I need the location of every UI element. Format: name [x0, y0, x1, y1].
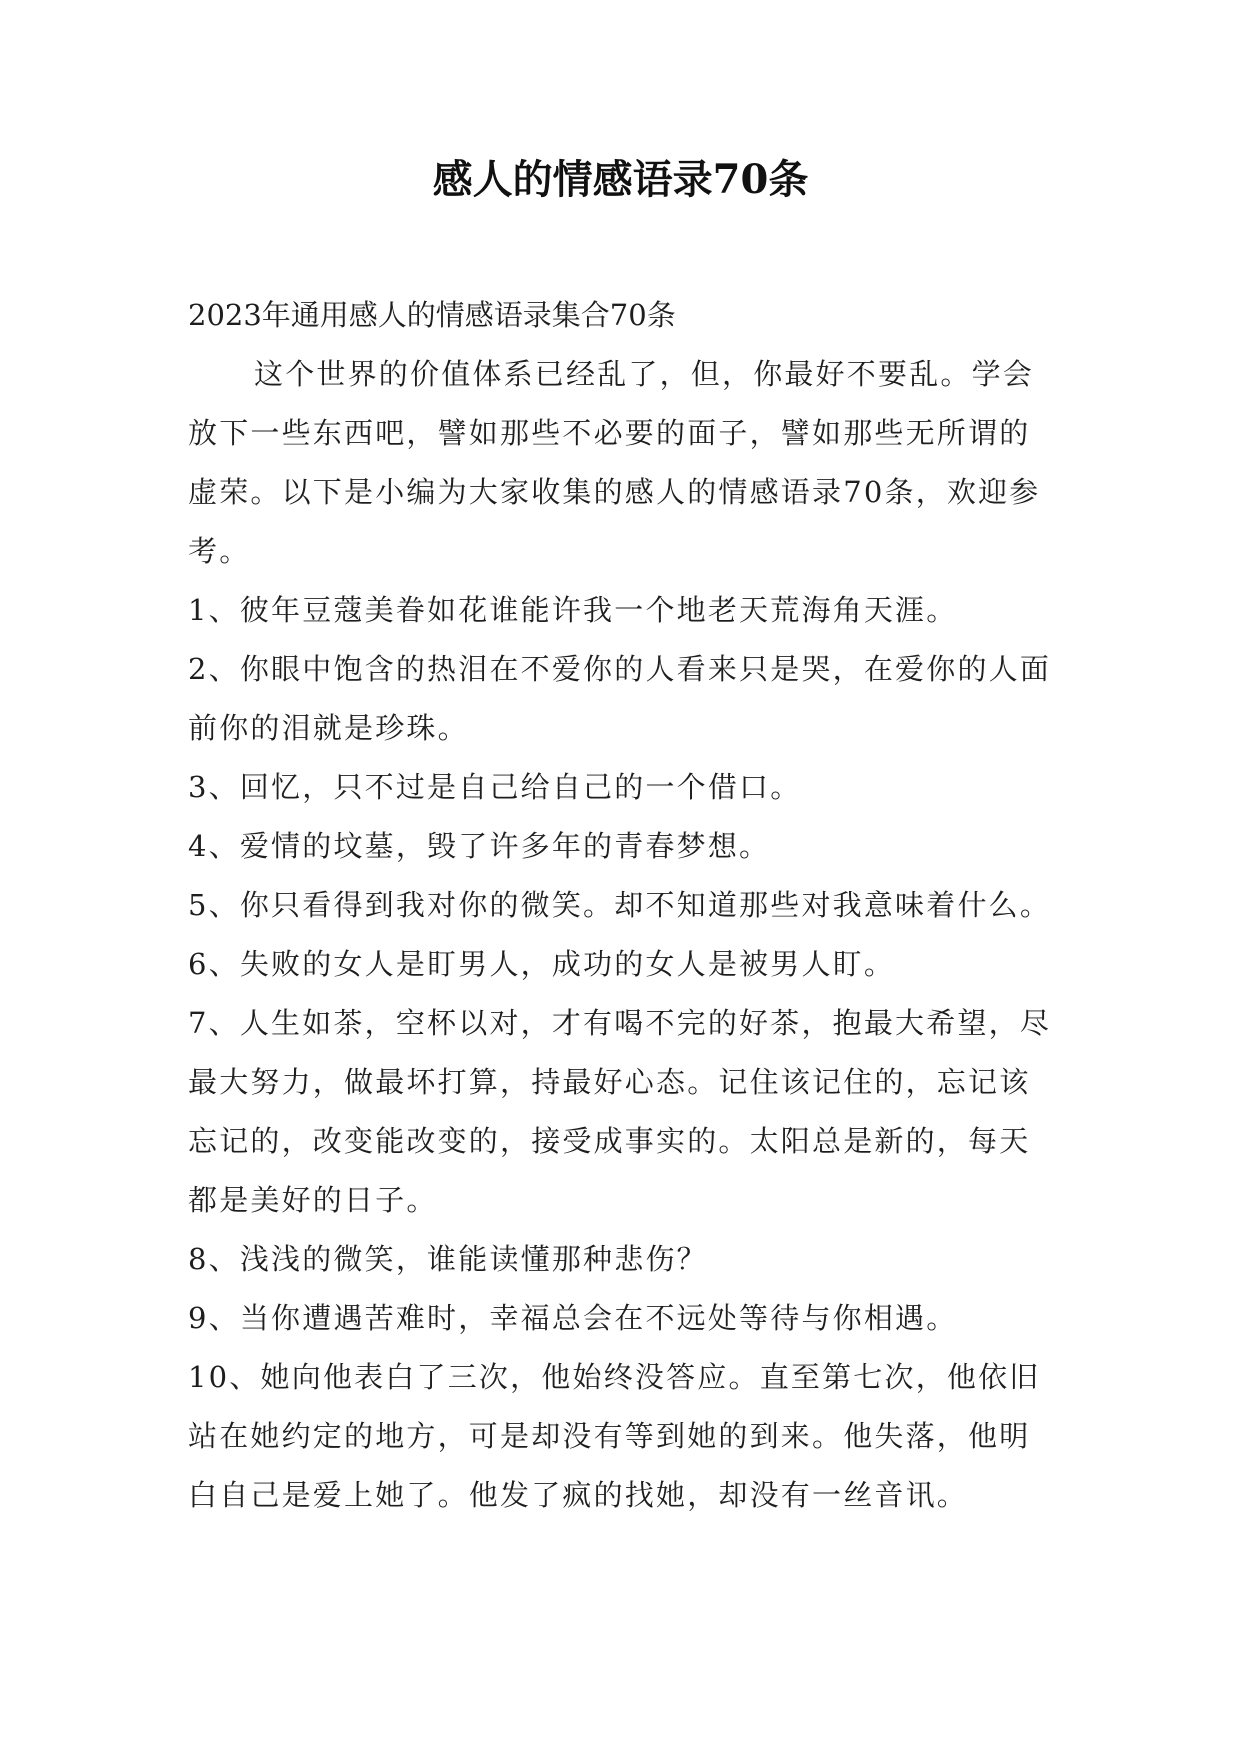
quote-item: 2、你眼中饱含的热泪在不爱你的人看来只是哭，在爱你的人面前你的泪就是珍珠。 [188, 652, 1052, 745]
quote-item: 3、回忆，只不过是自己给自己的一个借口。 [188, 770, 802, 804]
quote-item: 6、失败的女人是盯男人，成功的女人是被男人盯。 [188, 947, 896, 981]
quote-item: 8、浅浅的微笑，谁能读懂那种悲伤？ [188, 1242, 708, 1276]
quote-item: 9、当你遭遇苦难时，幸福总会在不远处等待与你相遇。 [188, 1301, 958, 1335]
quote-item: 5、你只看得到我对你的微笑。却不知道那些对我意味着什么。 [188, 888, 1052, 922]
document-body [188, 286, 1054, 1525]
quote-item: 4、爱情的坟墓，毁了许多年的青春梦想。 [188, 829, 771, 863]
document-subtitle: 2023年通用感人的情感语录集合70条 [188, 298, 676, 332]
quote-item: 10、她向他表白了三次，他始终没答应。直至第七次，他依旧站在她约定的地方，可是却没有等到她的到来。他失落，他明白自己是爱上她了。他发了疯的找她，却没有一丝音讯。 [188, 1360, 1041, 1512]
quote-item: 1、彼年豆蔻美眷如花谁能许我一个地老天荒海角天涯。 [188, 593, 958, 627]
intro-paragraph: 这个世界的价值体系已经乱了，但，你最好不要乱。学会放下一些东西吧，譬如那些不必要的面子，譬如那些无所谓的虚荣。以下是小编为大家收集的感人的情感语录70条，欢迎参考。 [188, 357, 1041, 568]
quote-item: 7、人生如茶，空杯以对，才有喝不完的好茶，抱最大希望，尽最大努力，做最坏打算，持最好心态。记住该记住的，忘记该忘记的，改变能改变的，接受成事实的。太阳总是新的，每天都是美好的日子。 [188, 1006, 1052, 1217]
document-title: 感人的情感语录70条 [432, 156, 809, 203]
